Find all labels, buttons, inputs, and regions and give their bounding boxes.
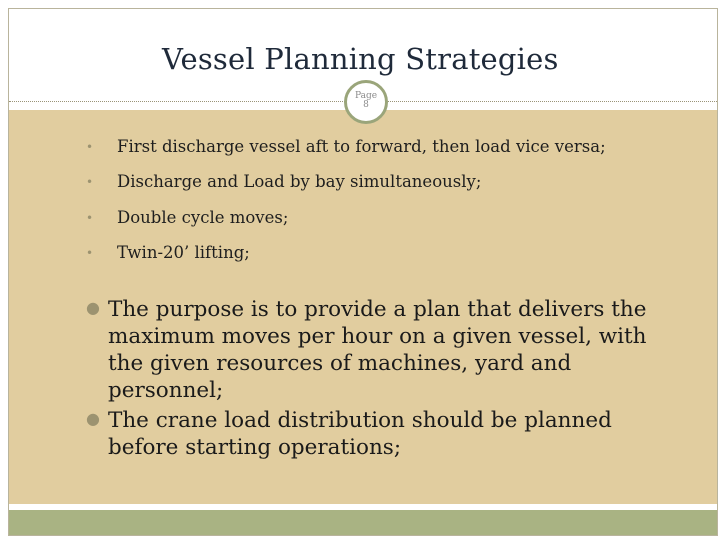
bullet-icon: ●	[86, 298, 100, 317]
slide-title: Vessel Planning Strategies	[162, 42, 559, 76]
sub-bullet-text: First discharge vessel aft to forward, then load vice versa;	[117, 137, 606, 156]
bullet-icon: •	[86, 140, 94, 154]
main-bullet-text: The crane load distribution should be planned before starting operations;	[108, 408, 612, 460]
bullet-icon: •	[86, 211, 94, 225]
footer-band	[9, 510, 717, 535]
sub-bullet-text: Discharge and Load by bay simultaneously;	[117, 172, 482, 191]
bullet-icon: ●	[86, 409, 100, 428]
page-label: Page	[354, 91, 378, 101]
page-badge	[344, 80, 388, 124]
bullet-icon: •	[86, 175, 94, 189]
main-bullet-text: The purpose is to provide a plan that delivers the maximum moves per hour on a given vessel, with the given resources of machines, yard and personnel;	[108, 297, 647, 403]
sub-bullet-text: Double cycle moves;	[117, 208, 289, 227]
bullet-icon: •	[86, 246, 94, 260]
sub-bullet-text: Twin-20’ lifting;	[117, 243, 250, 262]
page-number: 8	[363, 100, 369, 110]
